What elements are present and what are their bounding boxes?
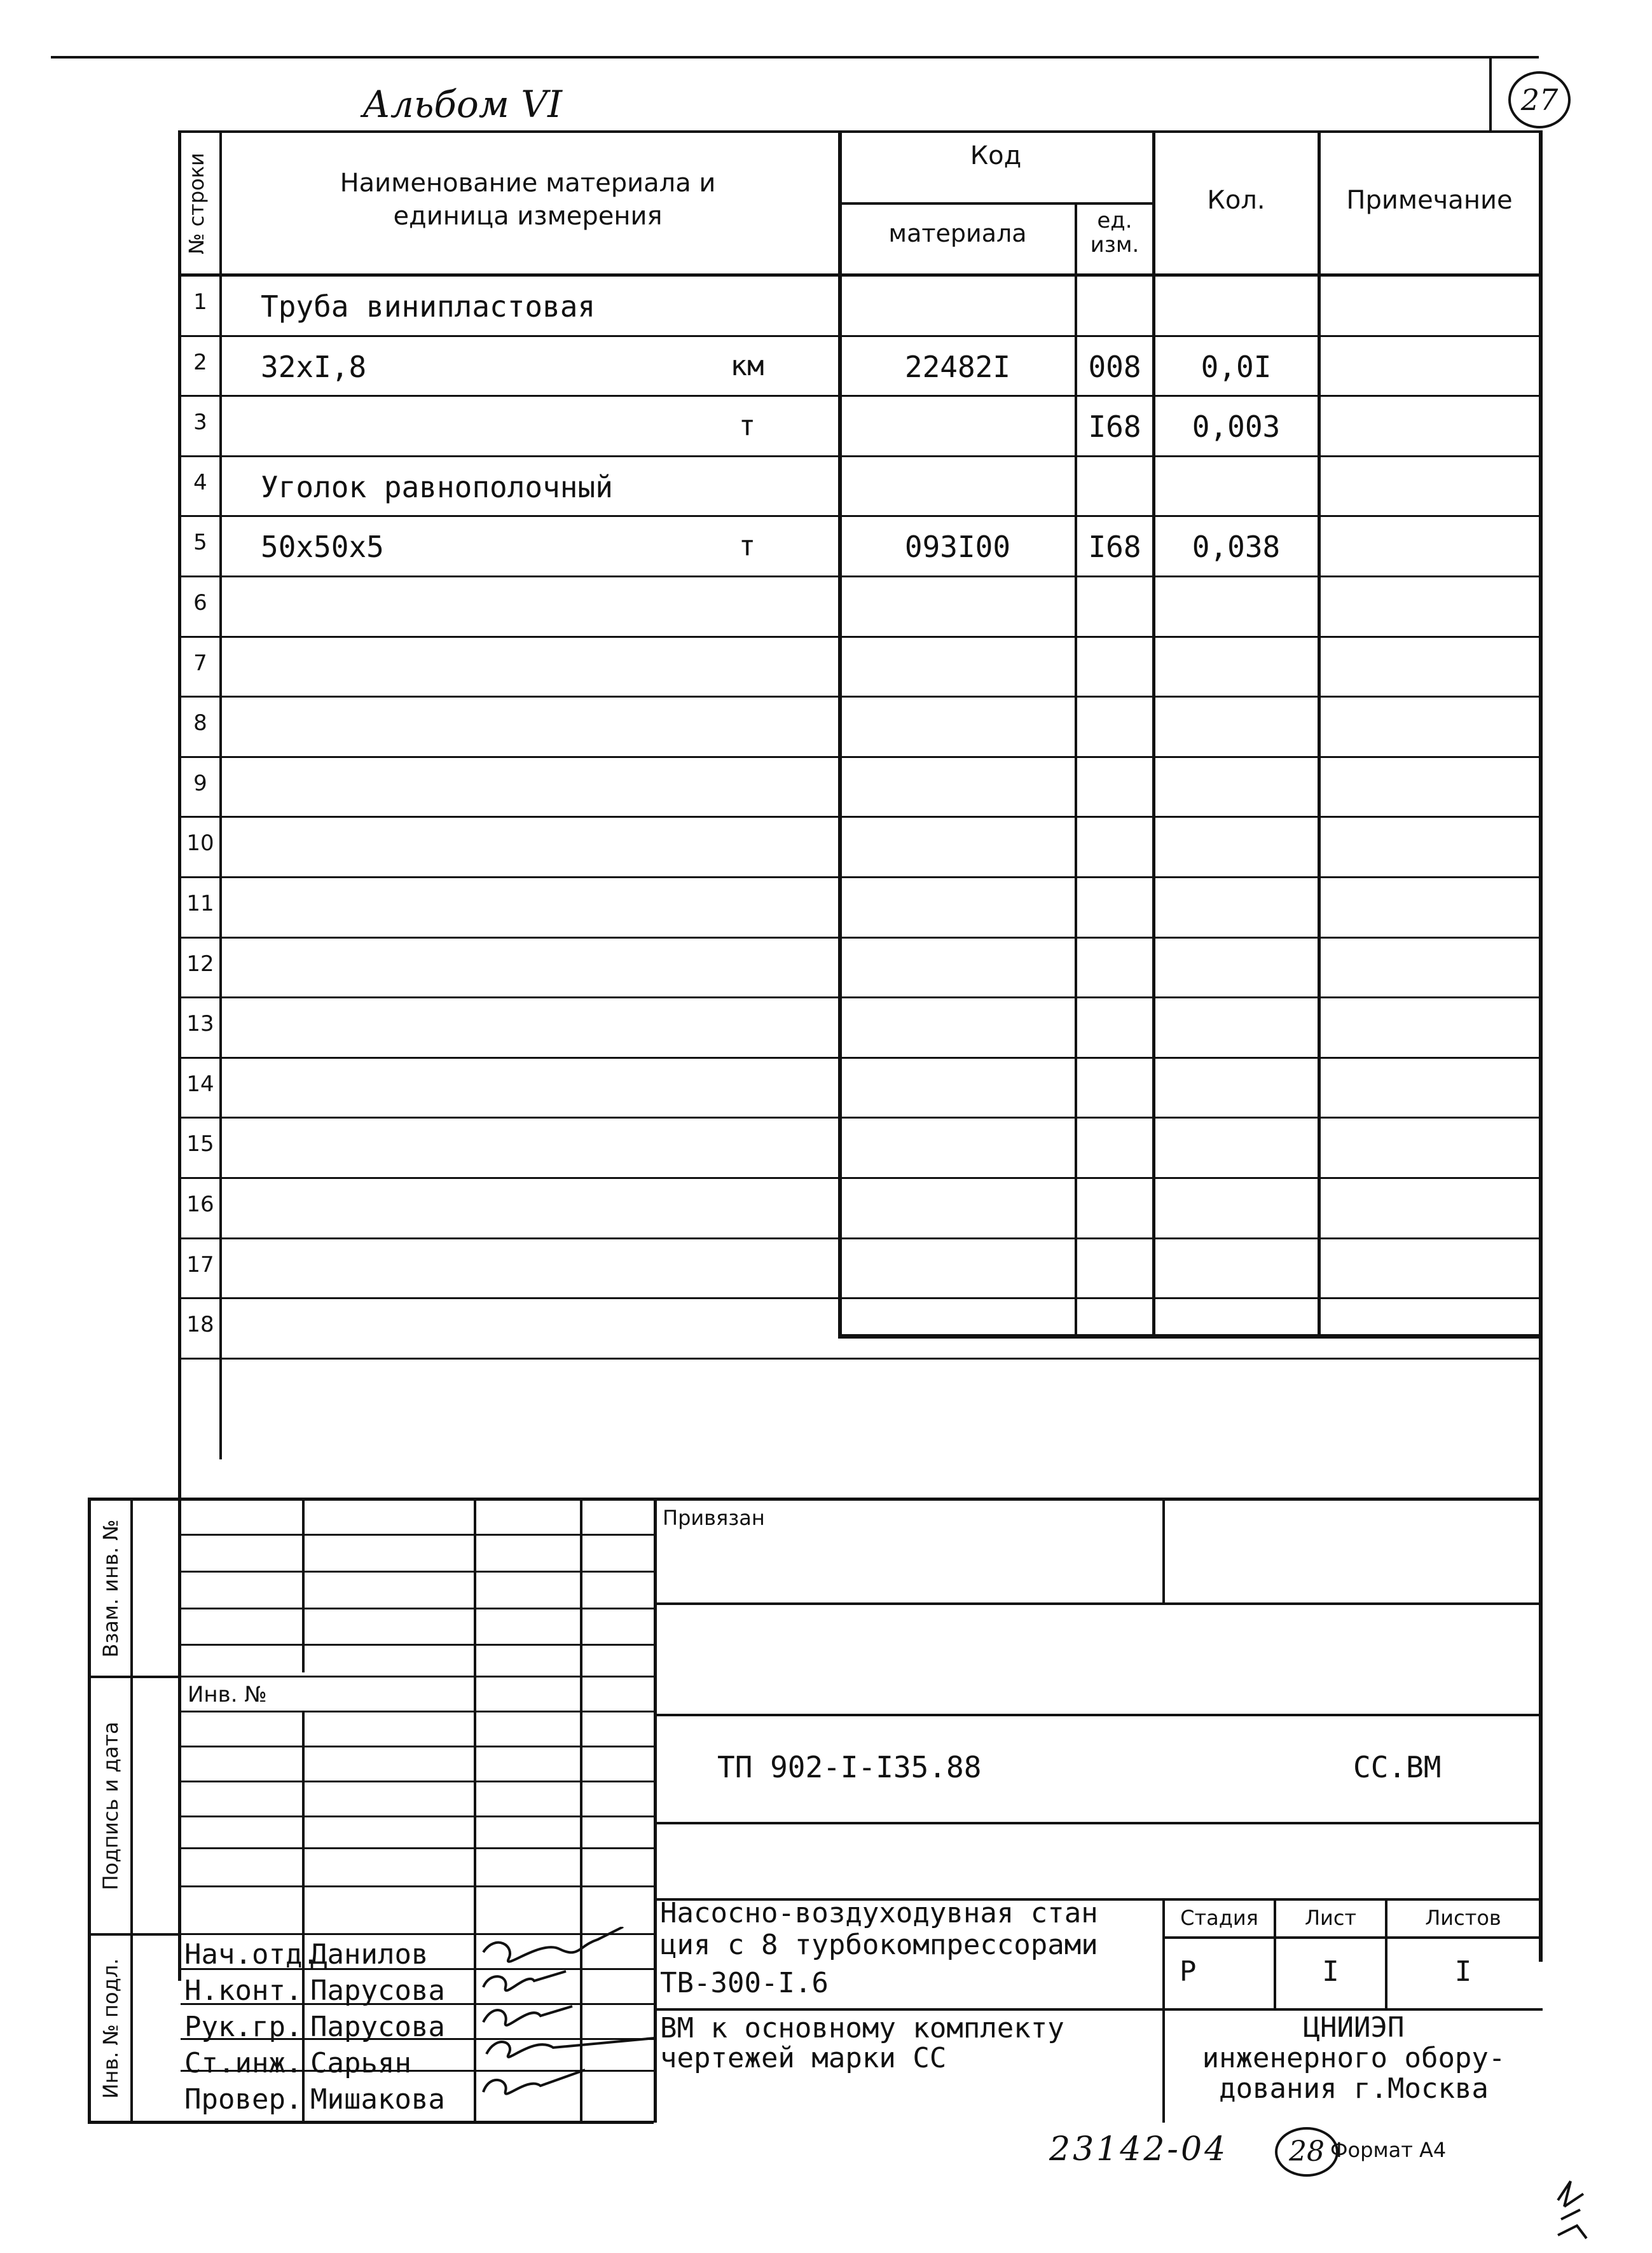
material-code: 22482I — [904, 349, 1011, 384]
row-divider — [178, 696, 1543, 698]
row-number: 11 — [186, 891, 214, 916]
row-number: 15 — [186, 1131, 214, 1157]
signature-scribbles — [471, 1927, 674, 2124]
sheet-label: Лист — [1304, 1906, 1357, 1930]
row-number: 17 — [186, 1251, 214, 1278]
stage-label: Стадия — [1180, 1906, 1258, 1930]
sheets-value: I — [1454, 1955, 1472, 1988]
signer-role: Нач.отд. — [184, 1938, 319, 1971]
stamp-grid-line — [181, 1746, 654, 1747]
document-mark: СС.ВМ — [1353, 1750, 1442, 1784]
row-divider — [178, 515, 1543, 517]
stamp-grid-line — [181, 1781, 654, 1782]
signer-name: Парусова — [310, 1974, 445, 2007]
page-number: 27 — [1520, 83, 1559, 117]
sheets-label: Листов — [1425, 1906, 1501, 1930]
side-label-inv-podl: Инв. № подл. — [99, 1958, 123, 2099]
row-divider — [178, 1057, 1543, 1059]
header-code: Код — [970, 141, 1022, 170]
stage-value: Р — [1180, 1955, 1197, 1988]
row-divider — [178, 996, 1543, 998]
material-unit: т — [738, 530, 756, 563]
row-number: 9 — [193, 770, 207, 796]
organization-line-3: дования г.Москва — [1219, 2072, 1489, 2105]
header-code-unit: ед. изм. — [1090, 208, 1139, 258]
header-qty: Кол. — [1207, 186, 1265, 215]
row-divider — [178, 395, 1543, 397]
circled-number-frame — [1275, 2127, 1339, 2177]
unit-code: 008 — [1088, 349, 1141, 384]
sheet-value: I — [1322, 1955, 1339, 1988]
corner-handwritten-mark — [1545, 2175, 1602, 2245]
material-name: 32хI,8 — [261, 349, 367, 384]
signature-2 — [483, 1971, 566, 1990]
stamp-grid-line — [181, 1676, 654, 1678]
row-divider — [178, 1117, 1543, 1119]
material-name: Труба винипластовая — [261, 289, 596, 324]
row-number: 6 — [193, 590, 207, 616]
row-number: 8 — [193, 710, 207, 736]
project-subtitle-line-1: ВМ к основному комплекту — [660, 2012, 1064, 2044]
unit-code: I68 — [1088, 530, 1141, 565]
row-divider — [178, 1177, 1543, 1179]
stamp-grid-line — [181, 1815, 654, 1817]
organization-line-1: ЦНИИЭП — [1303, 2011, 1405, 2044]
material-name: Уголок равнополочный — [261, 469, 613, 504]
row-divider — [178, 335, 1543, 337]
row-number: 12 — [186, 951, 214, 977]
quantity: 0,038 — [1192, 530, 1281, 565]
stamp-grid-line — [181, 1847, 654, 1849]
row-divider — [178, 1297, 1543, 1299]
row-number: 18 — [186, 1312, 214, 1338]
row-number: 10 — [186, 830, 214, 857]
signer-name: Парусова — [310, 2011, 445, 2043]
stamp-grid-line — [181, 1608, 654, 1609]
row-number: 1 — [193, 289, 207, 315]
row-number: 2 — [193, 349, 207, 375]
side-label-podpis: Подпись и дата — [99, 1721, 123, 1891]
header-code-material: материала — [888, 219, 1027, 247]
row-divider — [178, 575, 1543, 577]
inv-no-label: Инв. № — [188, 1682, 267, 1707]
material-unit: км — [730, 349, 764, 382]
quantity: 0,003 — [1192, 410, 1281, 444]
row-divider — [178, 455, 1543, 457]
format-label: Формат А4 — [1330, 2138, 1447, 2162]
row-divider — [178, 756, 1543, 758]
privyazan-label: Привязан — [663, 1506, 765, 1530]
page-number-circle — [1508, 71, 1571, 128]
quantity: 0,0I — [1201, 349, 1272, 384]
row-number: 7 — [193, 650, 207, 676]
signer-role: Провер. — [184, 2083, 303, 2116]
signer-role: Н.конт. — [184, 1974, 303, 2007]
signer-name: Сарьян — [310, 2047, 411, 2079]
signer-role: Ст.инж. — [184, 2047, 303, 2079]
signature-3 — [483, 2006, 572, 2025]
signature-5 — [483, 2070, 585, 2094]
row-number: 5 — [193, 530, 207, 556]
row-divider — [178, 816, 1543, 818]
row-divider — [178, 937, 1543, 939]
header-note: Примечание — [1346, 186, 1513, 215]
material-name: 50х50х5 — [261, 530, 384, 565]
row-number: 16 — [186, 1192, 214, 1217]
header-row-no: № строки — [184, 153, 209, 254]
row-divider — [178, 1237, 1543, 1239]
signer-name: Данилов — [310, 1938, 429, 1971]
row-divider — [178, 636, 1543, 638]
stamp-grid-line — [181, 1711, 654, 1712]
signer-role: Рук.гр. — [184, 2011, 303, 2043]
material-unit: т — [738, 410, 756, 443]
project-title-line-3: ТВ-300-I.6 — [660, 1967, 829, 1999]
row-number: 3 — [193, 410, 207, 436]
signature-4 — [486, 2038, 655, 2057]
archive-number: 23142-04 — [1049, 2130, 1229, 2168]
side-label-vzam: Взам. инв. № — [99, 1519, 123, 1658]
unit-code: I68 — [1088, 410, 1141, 444]
row-number: 13 — [186, 1011, 214, 1037]
row-number: 14 — [186, 1071, 214, 1097]
material-code: 093I00 — [904, 530, 1011, 565]
row-number: 4 — [193, 469, 207, 495]
stamp-grid-line — [181, 1885, 654, 1887]
stamp-grid-line — [181, 1571, 654, 1573]
project-title-line-1: Насосно-воздуходувная стан — [660, 1897, 1098, 1929]
project-title-line-2: ция с 8 турбокомпрессорами — [660, 1929, 1098, 1961]
signature-1 — [483, 1927, 623, 1962]
stamp-grid-line — [181, 1644, 654, 1646]
circled-number: 28 — [1289, 2135, 1325, 2168]
project-subtitle-line-2: чертежей марки СС — [660, 2042, 947, 2074]
stamp-grid-line — [181, 1534, 654, 1536]
document-code: ТП 902-I-I35.88 — [717, 1750, 982, 1784]
album-label: Альбом VI — [362, 83, 563, 126]
signer-name: Мишакова — [310, 2083, 445, 2116]
header-name: Наименование материала и единица измерения — [340, 169, 716, 231]
row-divider — [178, 1358, 1543, 1360]
organization-line-2: инженерного обору- — [1202, 2042, 1506, 2074]
row-divider — [178, 876, 1543, 878]
